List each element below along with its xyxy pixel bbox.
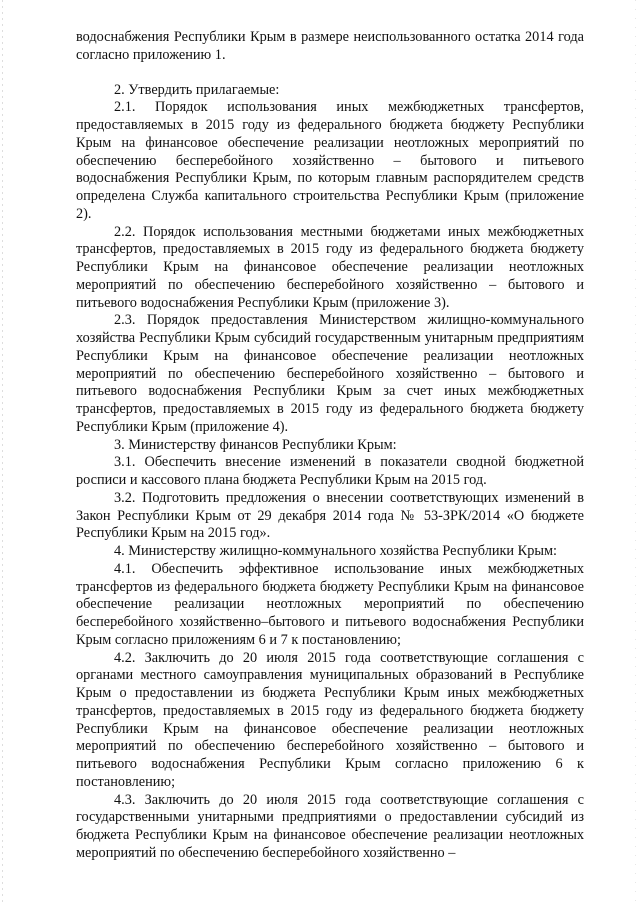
paragraph-3-2: 3.2. Подготовить предложения о внесении соответствующих изменений в Закон Республики Крым от 29 декабря 2014 года № 53-ЗРК/2014 «О бюджете Республики Крым на 2015 год». — [76, 489, 584, 542]
paragraph-gap — [76, 65, 584, 82]
paragraph-3-1: 3.1. Обеспечить внесение изменений в показатели сводной бюджетной росписи и кассового плана бюджета Республики Крым на 2015 год. — [76, 454, 584, 488]
paragraph-4-1: 4.1. Обеспечить эффективное использование иных межбюджетных трансфертов из федерального бюджета бюджету Республики Крым на финансовое обеспечение реализации неотложных мероприятий по обеспечению бесперебойного хозяйственно–бытового и питьевого водоснабжения Республики Крым согласно приложениям 6 и 7 к постановлению; — [76, 560, 584, 648]
paragraph-2: 2. Утвердить прилагаемые: — [114, 81, 280, 98]
paragraph-2-2: 2.2. Порядок использования местными бюджетами иных межбюджетных трансфертов, предоставляемых в 2015 году из федерального бюджета бюджету Республики Крым на финансовое обеспечение реализации неотложных мероприятий по обеспечению бесперебойного хозяйственно – бытового и питьевого водоснабжения Республики Крым (приложение 3). — [76, 223, 584, 311]
paragraph-4-2: 4.2. Заключить до 20 июля 2015 года соответствующие соглашения с органами местного самоуправления муниципальных образований в Республике Крым о предоставлении из бюджета Республики Крым иных межбюджетных трансфертов, предоставляемых в 2015 году из федерального бюджета бюджету Республики Крым на финансовое обеспечение реализации неотложных мероприятий по обеспечению бесперебойного хозяйственно – бытового и питьевого водоснабжения Республики Крым согласно приложению 6 к постановлению; — [76, 649, 584, 790]
paragraph-2-1: 2.1. Порядок использования иных межбюджетных трансфертов, предоставляемых в 2015 году из федерального бюджета бюджету Республики Крым на финансовое обеспечение реализации неотложных мероприятий по обеспечению бесперебойного хозяйственно – бытового и питьевого водоснабжения Республики Крым, по которым главным распорядителем средств определена Служба капитального строительства Республики Крым (приложение 2). — [76, 99, 584, 222]
paragraph-continuation: водоснабжения Республики Крым в размере неиспользованного остатка 2014 года согласно приложению 1. — [76, 29, 584, 63]
document-page — [76, 29, 584, 863]
paragraph-4-3: 4.3. Заключить до 20 июля 2015 года соответствующие соглашения с государственными унитарными предприятиями о предоставлении субсидий из бюджета Республики Крым на финансовое обеспечение реализации неотложных мероприятий по обеспечению бесперебойного хозяйственно – — [76, 791, 584, 861]
scan-edge-right — [635, 0, 636, 905]
scan-edge-left — [2, 0, 3, 905]
paragraph-2-3: 2.3. Порядок предоставления Министерством жилищно-коммунального хозяйства Республики Крым субсидий государственным унитарным предприятиям Республики Крым на финансовое обеспечение реализации неотложных мероприятий по обеспечению бесперебойного хозяйственно – бытового и питьевого водоснабжения Республики Крым за счет иных межбюджетных трансфертов, предоставляемых в 2015 году из федерального бюджета бюджету Республики Крым (приложение 4). — [76, 312, 584, 435]
paragraph-3: 3. Министерству финансов Республики Крым: — [114, 436, 397, 453]
paragraph-4: 4. Министерству жилищно-коммунального хозяйства Республики Крым: — [114, 543, 557, 559]
